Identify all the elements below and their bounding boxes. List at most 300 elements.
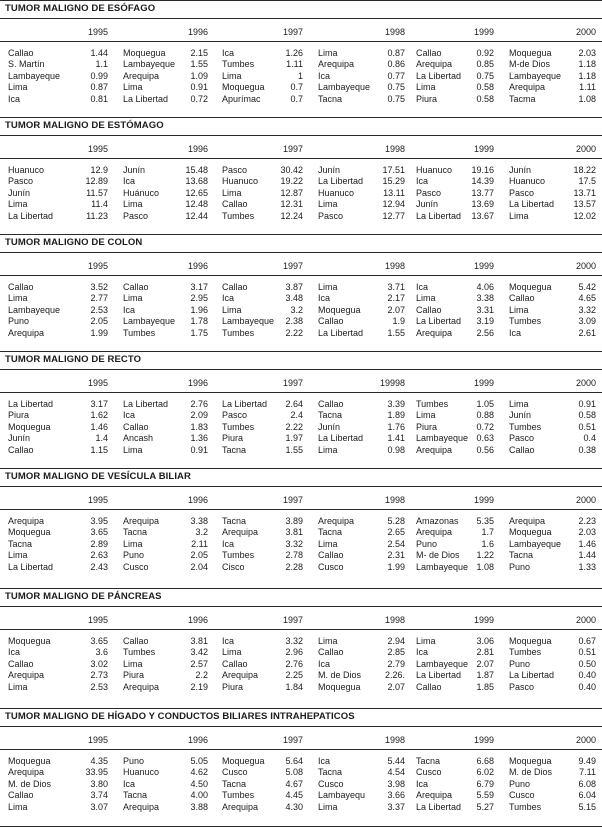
rate-value: 1.83 — [190, 421, 208, 432]
department-name: Tumbes — [509, 421, 542, 432]
department-name: Lima — [123, 199, 143, 210]
table-row — [0, 399, 602, 410]
rate-value: 2.2 — [195, 670, 208, 681]
department-name: Tumbes — [509, 647, 542, 658]
department-name: Callao — [416, 304, 442, 315]
department-name: Arequipa — [8, 327, 45, 338]
rate-value: 3.09 — [578, 316, 596, 327]
department-name: Callao — [222, 282, 248, 292]
rate-value: 13.57 — [573, 199, 596, 210]
department-name: Cusco — [509, 790, 535, 801]
department-name: La Libertad — [509, 199, 555, 210]
rate-value: 1.99 — [387, 561, 405, 572]
section-6 — [0, 588, 602, 708]
department-name: Arequipa — [123, 801, 160, 812]
department-name: Arequipa — [416, 327, 453, 338]
department-name: Lambayeque — [222, 316, 275, 327]
rate-value: 0.91 — [190, 444, 208, 455]
department-name: Puno — [8, 316, 30, 327]
rate-value: 12.9 — [90, 165, 108, 175]
table-row — [0, 790, 602, 801]
rate-value: 1.18 — [578, 70, 596, 81]
rate-value: 0.88 — [476, 410, 494, 421]
section-top-rule — [0, 351, 602, 352]
rate-value: 12.77 — [382, 210, 405, 221]
department-name: Puno — [123, 756, 145, 766]
rate-value: 15.29 — [382, 176, 405, 187]
rate-value: 0.87 — [387, 48, 405, 58]
department-name: Puno — [509, 561, 531, 572]
department-name: Lima — [318, 636, 338, 646]
department-name: Lambayeque — [8, 304, 61, 315]
rate-value: 2.95 — [190, 293, 208, 304]
year-header: 1999 — [473, 735, 494, 745]
department-name: La Libertad — [416, 70, 462, 81]
department-name: Cusco — [318, 561, 344, 572]
rate-value: 0.86 — [387, 59, 405, 70]
rate-value: 13.11 — [383, 187, 405, 198]
department-name: Tumbes — [222, 421, 255, 432]
rate-value: 0.58 — [578, 410, 596, 421]
rate-value: 1.33 — [578, 561, 596, 572]
department-name: Tacna — [318, 410, 343, 421]
rate-value: 3.80 — [90, 778, 108, 789]
department-name: M. de Dios — [318, 670, 362, 681]
year-header: 1996 — [187, 735, 208, 745]
section-3 — [0, 234, 602, 351]
rate-value: 0.85 — [476, 59, 494, 70]
department-name: Ica — [416, 176, 429, 187]
rate-value: 11.23 — [86, 210, 108, 221]
department-name: Lima — [8, 293, 28, 304]
rate-value: 11.4 — [91, 199, 108, 210]
rate-value: 0.91 — [578, 399, 596, 409]
rate-value: 19.22 — [280, 176, 303, 187]
department-name: Tacna — [416, 756, 441, 766]
department-name: Lambayeque — [318, 82, 371, 93]
rate-value: 2.22 — [285, 421, 303, 432]
rate-value: 2.19 — [190, 681, 208, 692]
department-name: M. de Dios — [8, 778, 52, 789]
rate-value: 5.28 — [387, 516, 405, 526]
year-header-rule — [0, 749, 602, 750]
rate-value: 1.46 — [90, 421, 108, 432]
department-name: Arequipa — [123, 70, 160, 81]
table-row — [0, 211, 602, 222]
department-name: Pasco — [416, 187, 442, 198]
department-name: Pasco — [8, 176, 34, 187]
department-name: Moquegua — [509, 48, 552, 58]
department-name: Lima — [123, 82, 143, 93]
rate-value: 1.75 — [190, 327, 208, 338]
rate-value: 1.09 — [190, 70, 208, 81]
rate-value: 13.71 — [573, 187, 596, 198]
department-name: Tumbes — [123, 647, 156, 658]
department-name: Cusco — [123, 561, 149, 572]
table-row — [0, 433, 602, 444]
year-header-row — [0, 495, 602, 506]
section-title: TUMOR MALIGNO DE ESTÓMAGO — [5, 120, 164, 131]
department-name: Ica — [416, 282, 429, 292]
rate-value: 2.03 — [578, 527, 596, 538]
department-name: Lima — [123, 293, 143, 304]
table-row — [0, 328, 602, 339]
rate-value: 6.68 — [476, 756, 494, 766]
rate-value: 12.89 — [85, 176, 108, 187]
department-name: Lima — [318, 538, 338, 549]
department-name: Lima — [318, 199, 338, 210]
department-name: Lima — [222, 304, 242, 315]
rate-value: 2.57 — [190, 658, 208, 669]
rate-value: 11.57 — [86, 187, 108, 198]
rate-value: 5.59 — [476, 790, 494, 801]
department-name: Pasco — [318, 210, 344, 221]
department-name: Tumbes — [222, 327, 255, 338]
rate-value: 3.95 — [90, 516, 108, 526]
table-row — [0, 59, 602, 70]
rate-value: 6.04 — [578, 790, 596, 801]
rate-value: 3.19 — [476, 316, 494, 327]
table-row — [0, 188, 602, 199]
rate-value: 3.98 — [387, 778, 405, 789]
rate-value: 3.52 — [90, 282, 108, 292]
section-title: TUMOR MALIGNO DE COLON — [5, 237, 143, 248]
rate-value: 2.63 — [90, 550, 108, 561]
section-title: TUMOR MALIGNO DE RECTO — [5, 354, 142, 365]
section-title-rule — [0, 135, 602, 136]
year-header: 2000 — [575, 378, 596, 388]
year-header-row — [0, 27, 602, 38]
department-name: Huanuco — [222, 176, 259, 187]
rate-value: 30.42 — [280, 165, 303, 175]
rate-value: 0.92 — [476, 48, 494, 58]
department-name: Ica — [318, 293, 331, 304]
department-name: Lambayeque — [416, 658, 469, 669]
year-header: 2000 — [575, 495, 596, 505]
year-header: 1995 — [87, 378, 108, 388]
rate-value: 2.61 — [578, 327, 596, 338]
rate-value: 6.08 — [578, 778, 596, 789]
department-name: Arequipa — [416, 59, 453, 70]
department-name: Tumbes — [416, 399, 449, 409]
department-name: Huanuco — [318, 187, 355, 198]
rate-value: 5.08 — [285, 767, 303, 778]
rate-value: 0.81 — [90, 93, 108, 104]
department-name: Moquegua — [509, 756, 552, 766]
department-name: Moquegua — [8, 756, 51, 766]
year-header: 1996 — [187, 144, 208, 154]
department-name: Callao — [123, 636, 149, 646]
rate-value: 1.78 — [190, 316, 208, 327]
rate-value: 3.66 — [387, 790, 405, 801]
department-name: Callao — [8, 444, 34, 455]
rate-value: 2.43 — [90, 561, 108, 572]
year-header: 1999 — [473, 27, 494, 37]
department-name: Pasco — [222, 165, 248, 175]
rate-value: 15.48 — [185, 165, 208, 175]
rate-value: 0.98 — [387, 444, 405, 455]
rate-value: 0.99 — [90, 70, 108, 81]
rate-value: 1.44 — [90, 48, 108, 58]
department-name: Callao — [416, 48, 442, 58]
department-name: Ica — [123, 410, 136, 421]
rate-value: 12.44 — [185, 210, 208, 221]
section-title-rule — [0, 252, 602, 253]
department-name: Arequipa — [8, 670, 45, 681]
rate-value: 0.72 — [190, 93, 208, 104]
rate-value: 2.76 — [190, 399, 208, 409]
department-name: Callao — [509, 444, 535, 455]
rate-value: 1.41 — [387, 433, 405, 444]
rate-value: 1.97 — [285, 433, 303, 444]
rate-value: 1.6 — [481, 538, 494, 549]
rate-value: 0.58 — [476, 82, 494, 93]
department-name: Piura — [416, 93, 438, 104]
department-name: La Libertad — [8, 561, 54, 572]
rate-value: 0.77 — [387, 70, 405, 81]
rate-value: 3.39 — [387, 399, 405, 409]
department-name: Pasco — [509, 433, 535, 444]
department-name: Arequipa — [8, 516, 45, 526]
department-name: Tumbes — [222, 59, 255, 70]
department-name: Arequipa — [222, 801, 259, 812]
department-name: Lima — [416, 82, 436, 93]
rate-value: 0.7 — [290, 82, 303, 93]
rate-value: 2.22 — [285, 327, 303, 338]
department-name: Piura — [123, 670, 145, 681]
rate-value: 3.32 — [285, 636, 303, 646]
rate-value: 4.65 — [578, 293, 596, 304]
department-name: Ica — [416, 647, 429, 658]
department-name: Lima — [123, 658, 143, 669]
rate-value: 4.62 — [190, 767, 208, 778]
section-title-rule — [0, 18, 602, 19]
table-row — [0, 71, 602, 82]
rate-value: 2.85 — [387, 647, 405, 658]
rate-value: 1.05 — [476, 399, 494, 409]
rate-value: 12.02 — [573, 210, 596, 221]
department-name: Tacna — [123, 790, 148, 801]
rate-value: 2.05 — [90, 316, 108, 327]
year-header-row — [0, 261, 602, 272]
department-name: Callao — [509, 293, 535, 304]
rate-value: 0.56 — [476, 444, 494, 455]
department-name: Pasco — [123, 210, 149, 221]
year-header-row — [0, 378, 602, 389]
year-header-rule — [0, 392, 602, 393]
department-name: Lima — [318, 282, 338, 292]
year-header: 1997 — [282, 378, 303, 388]
department-name: Lambayeque — [416, 433, 469, 444]
department-name: Callao — [123, 282, 149, 292]
rate-value: 12.31 — [280, 199, 303, 210]
rate-value: 6.02 — [476, 767, 494, 778]
rate-value: 12.94 — [382, 199, 405, 210]
year-header: 2000 — [575, 144, 596, 154]
rate-value: 3.42 — [190, 647, 208, 658]
rate-value: 17.51 — [382, 165, 405, 175]
table-row — [0, 802, 602, 813]
section-1 — [0, 0, 602, 117]
year-header: 1996 — [187, 261, 208, 271]
section-title-rule — [0, 486, 602, 487]
department-name: La Libertad — [318, 327, 364, 338]
rate-value: 1.26 — [285, 48, 303, 58]
department-name: Tacna — [8, 538, 33, 549]
department-name: Lima — [416, 636, 436, 646]
table-row — [0, 316, 602, 327]
department-name: Lima — [416, 410, 436, 421]
rate-value: 3.2 — [290, 304, 303, 315]
table-row — [0, 682, 602, 693]
rate-value: 0.87 — [90, 82, 108, 93]
department-name: Junín — [318, 165, 341, 175]
department-name: Tacna — [222, 516, 247, 526]
table-row — [0, 94, 602, 105]
department-name: Lima — [8, 801, 28, 812]
rate-value: 2.81 — [476, 647, 494, 658]
department-name: Cisco — [222, 561, 245, 572]
year-header: 1996 — [187, 27, 208, 37]
department-name: Lima — [123, 538, 143, 549]
rate-value: 3.74 — [90, 790, 108, 801]
rate-value: 2.15 — [190, 48, 208, 58]
table-row — [0, 670, 602, 681]
year-header: 19998 — [379, 378, 405, 388]
department-name: Ica — [222, 48, 235, 58]
year-header: 1998 — [384, 144, 405, 154]
department-name: Arequipa — [222, 527, 259, 538]
department-name: Callao — [222, 199, 248, 210]
department-name: Ica — [318, 70, 331, 81]
year-header: 1995 — [87, 615, 108, 625]
year-header: 1998 — [384, 27, 405, 37]
department-name: Callao — [318, 316, 344, 327]
department-name: Puno — [123, 550, 145, 561]
department-name: Huanuco — [8, 165, 45, 175]
rate-value: 0.75 — [387, 82, 405, 93]
department-name: La Libertad — [416, 670, 462, 681]
rate-value: 0.75 — [387, 93, 405, 104]
rate-value: 5.42 — [578, 282, 596, 292]
year-header: 2000 — [575, 615, 596, 625]
department-name: Puno — [416, 538, 438, 549]
rate-value: 12.65 — [185, 187, 208, 198]
department-name: Ica — [318, 756, 331, 766]
department-name: Ica — [8, 93, 21, 104]
department-name: Moquegua — [509, 636, 552, 646]
department-name: Junín — [416, 199, 439, 210]
department-name: Junín — [509, 165, 532, 175]
section-title: TUMOR MALIGNO DE PÁNCREAS — [5, 591, 162, 602]
year-header-rule — [0, 629, 602, 630]
department-name: Moquegua — [318, 304, 361, 315]
rate-value: 2.53 — [90, 681, 108, 692]
rate-value: 5.05 — [190, 756, 208, 766]
rate-value: 2.77 — [90, 293, 108, 304]
rate-value: 0.50 — [578, 658, 596, 669]
department-name: Piura — [416, 421, 438, 432]
year-header: 1996 — [187, 615, 208, 625]
department-name: Callao — [8, 282, 34, 292]
year-header-rule — [0, 509, 602, 510]
rate-value: 13.77 — [471, 187, 494, 198]
rate-value: 2.64 — [285, 399, 303, 409]
department-name: Huanuco — [509, 176, 546, 187]
rate-value: 0.91 — [190, 82, 208, 93]
department-name: Ica — [8, 647, 21, 658]
rate-value: 2.28 — [285, 561, 303, 572]
table-row — [0, 550, 602, 561]
section-5 — [0, 468, 602, 588]
table-row — [0, 516, 602, 527]
department-name: Amazonas — [416, 516, 459, 526]
department-name: Tumbes — [222, 210, 255, 221]
year-header-row — [0, 735, 602, 746]
year-header-rule — [0, 275, 602, 276]
rate-value: 2.07 — [387, 304, 405, 315]
section-7 — [0, 708, 602, 827]
section-top-rule — [0, 468, 602, 469]
department-name: La Libertad — [509, 670, 555, 681]
department-name: Ancash — [123, 433, 154, 444]
department-name: Tumbes — [123, 327, 156, 338]
table-row — [0, 82, 602, 93]
department-name: Tumbes — [509, 316, 542, 327]
department-name: Lima — [8, 199, 28, 210]
rate-value: 3.38 — [190, 516, 208, 526]
department-name: Junín — [8, 187, 31, 198]
year-header-row — [0, 615, 602, 626]
rate-value: 2.07 — [387, 681, 405, 692]
department-name: Huanuco — [123, 767, 160, 778]
rate-value: 3.31 — [476, 304, 494, 315]
rate-value: 4.45 — [285, 790, 303, 801]
rate-value: 7.11 — [579, 767, 596, 778]
department-name: Ica — [222, 538, 235, 549]
department-name: Arequipa — [416, 790, 453, 801]
rate-value: 1.1 — [95, 59, 108, 70]
rate-value: 1.89 — [387, 410, 405, 421]
department-name: Lambayeque — [416, 561, 469, 572]
department-name: Piura — [222, 681, 244, 692]
department-name: La Libertad — [123, 93, 169, 104]
rate-value: 4.35 — [90, 756, 108, 766]
rate-value: 2.09 — [190, 410, 208, 421]
department-name: Moquegua — [222, 756, 265, 766]
department-name: La Libertad — [318, 433, 364, 444]
rate-value: 3.32 — [578, 304, 596, 315]
department-name: Arequipa — [123, 516, 160, 526]
department-name: La Libertad — [123, 399, 169, 409]
department-name: Lima — [318, 444, 338, 455]
department-name: Tacna — [123, 527, 148, 538]
year-header: 1998 — [384, 615, 405, 625]
department-name: Ica — [222, 293, 235, 304]
year-header: 1997 — [282, 27, 303, 37]
department-name: Junín — [318, 421, 341, 432]
rate-value: 3.87 — [285, 282, 303, 292]
rate-value: 3.06 — [476, 636, 494, 646]
rate-value: 2.03 — [578, 48, 596, 58]
year-header-rule — [0, 158, 602, 159]
department-name: Lima — [416, 293, 436, 304]
year-header: 1998 — [384, 495, 405, 505]
rate-value: 1.36 — [190, 433, 208, 444]
rate-value: 4.67 — [285, 778, 303, 789]
department-name: Ica — [509, 327, 522, 338]
rate-value: 5.44 — [387, 756, 405, 766]
